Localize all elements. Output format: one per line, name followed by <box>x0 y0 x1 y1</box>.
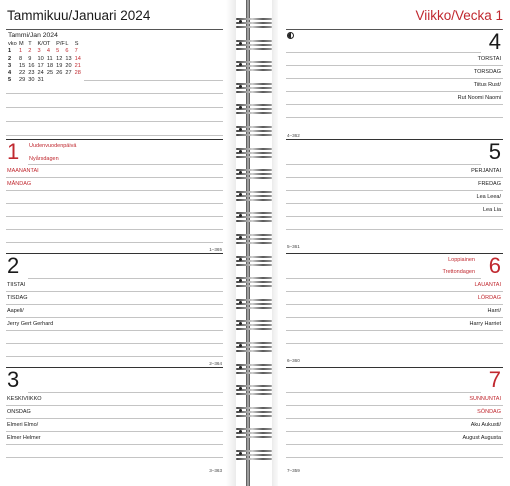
note-line <box>28 278 223 279</box>
note-line <box>286 78 503 79</box>
day-ordinal: 6–360 <box>287 358 300 363</box>
binding-coil <box>236 168 272 179</box>
note-line <box>6 121 223 122</box>
note-line <box>6 304 223 305</box>
week-number: 2 <box>8 55 12 62</box>
weekday-sv: LÖRDAG <box>477 295 501 301</box>
note-line <box>286 431 503 432</box>
day-ordinal: 7–359 <box>287 468 300 473</box>
day-rule <box>6 367 223 368</box>
weekday-head: K/O <box>37 41 48 47</box>
calendar-date: 3 <box>37 48 41 55</box>
note-line <box>286 91 503 92</box>
note-line <box>6 229 223 230</box>
holiday-name-fi: Loppiainen <box>448 257 475 263</box>
name-day-fi: Lea Leea/ <box>476 194 501 200</box>
holiday-name-sv: Trettondagen <box>442 269 475 275</box>
note-line <box>28 392 223 393</box>
weekday-head: P/F <box>56 41 65 47</box>
calendar-date: 22 <box>18 70 26 77</box>
weekday-head: L <box>65 41 69 47</box>
week-header: Viikko/Vecka 1 <box>415 8 503 23</box>
calendar-date: 4 <box>46 48 50 55</box>
binding-coil <box>236 190 272 201</box>
note-line <box>6 107 223 108</box>
note-line <box>6 444 223 445</box>
name-day-sv: Jerry Gert Gerhard <box>7 321 54 327</box>
weekday-fi: TORSTAI <box>477 56 501 62</box>
calendar-date: 7 <box>74 48 78 55</box>
note-line <box>6 242 223 243</box>
note-line <box>6 343 223 344</box>
calendar-date: 18 <box>46 62 54 69</box>
note-line <box>6 457 223 458</box>
day-rule <box>6 253 223 254</box>
note-line <box>286 190 503 191</box>
note-line <box>6 405 223 406</box>
calendar-date: 15 <box>18 62 26 69</box>
week-number: 1 <box>8 48 12 55</box>
day-number: 4 <box>488 29 501 54</box>
weekday-fi: PERJANTAI <box>471 168 501 174</box>
calendar-date: 10 <box>37 55 44 62</box>
calendar-date: 16 <box>28 62 35 69</box>
weekday-fi: LAUANTAI <box>474 282 501 288</box>
day-ordinal: 3–363 <box>209 468 222 473</box>
day-number: 5 <box>488 139 501 164</box>
binding-coil <box>236 255 272 266</box>
calendar-date: 1 <box>18 48 23 55</box>
calendar-date: 20 <box>65 62 72 69</box>
weekday-sv: MÅNDAG <box>7 181 32 187</box>
note-line <box>286 229 503 230</box>
binding-coil <box>236 82 272 93</box>
day-number: 7 <box>488 367 501 392</box>
day-block-6 <box>286 253 503 367</box>
note-line <box>84 80 223 81</box>
weekday-head: S <box>74 41 79 47</box>
binding-coil <box>236 427 272 438</box>
calendar-date: 30 <box>28 77 35 84</box>
calendar-date: 29 <box>19 77 26 84</box>
weekday-fi: KESKIVIIKKO <box>7 396 42 402</box>
day-rule <box>286 367 503 368</box>
name-day-sv: Lea Lia <box>482 207 501 213</box>
day-rule <box>6 139 223 140</box>
weekday-fi: TIISTAI <box>7 282 26 288</box>
binding-coil <box>236 147 272 158</box>
binding-coil <box>236 363 272 374</box>
calendar-date: 5 <box>56 48 60 55</box>
binding-coil <box>236 449 272 460</box>
note-line <box>6 177 223 178</box>
note-line <box>286 216 503 217</box>
day-block-3 <box>6 367 223 481</box>
calendar-date: 17 <box>37 62 44 69</box>
calendar-date: 26 <box>56 70 63 77</box>
weekday-head: M <box>18 41 24 47</box>
binding-coil <box>236 39 272 50</box>
day-block-1 <box>6 139 223 253</box>
weekday-sv: SÖNDAG <box>477 409 501 415</box>
note-line <box>6 330 223 331</box>
name-day-fi: Elmeri Elmo/ <box>7 422 39 428</box>
note-line <box>286 444 503 445</box>
week-col-head: vko <box>8 41 17 47</box>
note-line <box>286 304 503 305</box>
calendar-date: 6 <box>65 48 69 55</box>
calendar-date: 28 <box>74 70 81 77</box>
weekday-sv: ONSDAG <box>7 409 31 415</box>
binding-coil <box>236 319 272 330</box>
weekday-sv: TISDAG <box>7 295 28 301</box>
note-line <box>286 65 503 66</box>
week-number: 3 <box>8 62 12 69</box>
name-day-fi: Aku Aukusti/ <box>470 422 501 428</box>
calendar-date: 21 <box>74 62 81 69</box>
name-day-sv: Rut Noomi Naomi <box>457 95 501 101</box>
note-line <box>286 317 503 318</box>
note-line <box>286 278 481 279</box>
calendar-date: 13 <box>65 55 72 62</box>
week-number: 5 <box>8 77 12 84</box>
binding-coil <box>236 406 272 417</box>
calendar-date: 25 <box>46 70 54 77</box>
calendar-date: 19 <box>56 62 63 69</box>
calendar-date: 11 <box>46 55 53 62</box>
day-block-5 <box>286 139 503 253</box>
note-line <box>6 135 223 136</box>
calendar-date: 24 <box>37 70 44 77</box>
note-line <box>286 291 503 292</box>
calendar-date: 31 <box>37 77 44 84</box>
mini-calendar-title: Tammi/Jan 2024 <box>8 32 58 39</box>
first-quarter-moon-icon <box>287 32 294 39</box>
note-line <box>286 330 503 331</box>
day-block-4 <box>286 29 503 139</box>
name-day-sv: Harry Harriet <box>469 321 501 327</box>
calendar-date: 12 <box>56 55 63 62</box>
name-day-fi: Tiitus Rust/ <box>473 82 501 88</box>
binding-coil <box>236 276 272 287</box>
day-number: 1 <box>7 139 20 164</box>
note-line <box>6 291 223 292</box>
month-header: Tammikuu/Januari 2024 <box>7 8 151 23</box>
note-line <box>286 405 503 406</box>
note-line <box>6 431 223 432</box>
day-ordinal: 2–364 <box>209 361 222 366</box>
weekday-head: T <box>46 41 51 47</box>
holiday-name-fi: Uudenvuodenpäivä <box>29 143 77 149</box>
note-line <box>28 164 223 165</box>
note-line <box>6 93 223 94</box>
note-line <box>286 177 503 178</box>
binding-coil <box>236 103 272 114</box>
binding-coil <box>236 298 272 309</box>
note-line <box>286 164 481 165</box>
weekday-sv: TORSDAG <box>473 69 501 75</box>
notes-area <box>6 29 223 139</box>
weekday-fi: SUNNUNTAI <box>469 396 501 402</box>
note-line <box>286 343 503 344</box>
binding-coil <box>236 125 272 136</box>
calendar-date: 8 <box>18 55 23 62</box>
name-day-sv: August Augusta <box>462 435 501 441</box>
binding-coil <box>236 211 272 222</box>
holiday-name-sv: Nyårsdagen <box>29 156 59 162</box>
binding-coil <box>236 233 272 244</box>
right-page <box>278 0 510 486</box>
page-gutter-shadow <box>226 0 236 486</box>
calendar-date: 27 <box>65 70 72 77</box>
note-line <box>286 104 503 105</box>
note-line <box>6 216 223 217</box>
weekday-sv: FREDAG <box>478 181 501 187</box>
day-number: 6 <box>488 253 501 278</box>
day-number: 2 <box>7 253 20 278</box>
day-rule <box>286 139 503 140</box>
note-line <box>286 203 503 204</box>
day-ordinal: 5–361 <box>287 244 300 249</box>
day-block-2 <box>6 253 223 367</box>
note-line <box>286 117 503 118</box>
binding-coil <box>236 17 272 28</box>
note-line <box>286 418 503 419</box>
calendar-date: 9 <box>28 55 32 62</box>
day-number: 3 <box>7 367 20 392</box>
weekday-head: T <box>28 41 32 47</box>
left-page <box>0 0 232 486</box>
binding-coil <box>236 341 272 352</box>
calendar-date: 2 <box>28 48 32 55</box>
name-day-sv: Elmer Helmer <box>7 435 41 441</box>
weekday-fi: MAANANTAI <box>7 168 39 174</box>
binding-coil <box>236 384 272 395</box>
name-day-fi: Harri/ <box>487 308 501 314</box>
note-line <box>286 392 481 393</box>
note-line <box>6 356 223 357</box>
day-ordinal: 1–365 <box>209 247 222 252</box>
note-line <box>286 52 481 53</box>
note-line <box>6 203 223 204</box>
day-block-7 <box>286 367 503 481</box>
note-line <box>6 418 223 419</box>
note-line <box>286 457 503 458</box>
day-rule <box>286 253 503 254</box>
calendar-date: 14 <box>74 55 81 62</box>
note-line <box>6 190 223 191</box>
binding-coil <box>236 60 272 71</box>
day-ordinal: 4–362 <box>287 133 300 138</box>
note-line <box>6 317 223 318</box>
calendar-date: 23 <box>28 70 35 77</box>
name-day-fi: Aapeli/ <box>7 308 24 314</box>
week-number: 4 <box>8 70 12 77</box>
